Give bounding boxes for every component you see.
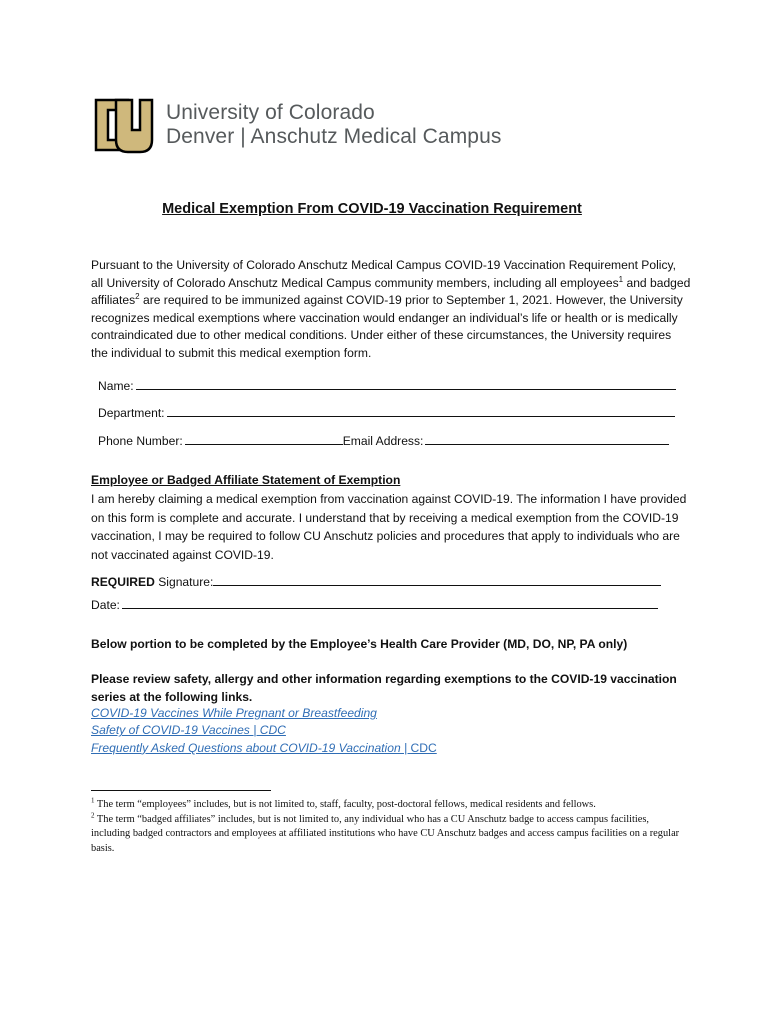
date-input-line[interactable] bbox=[122, 596, 658, 609]
statement-body: I am hereby claiming a medical exemption from vaccination against COVID-19. The information I have provided on this form is complete and accurate. I understand that by receiving a medical exemption from the COVID-19 vaccination, I may be required to follow CU Anschutz policies and procedures that apply to individuals who are not vaccinated against COVID-19. bbox=[91, 492, 687, 563]
form-title: Medical Exemption From COVID-19 Vaccination Requirement bbox=[162, 201, 582, 217]
provider-review-text: Please review safety, allergy and other information regarding exemptions to the COVID-19 vaccination series at the following links. bbox=[91, 672, 677, 704]
phone-input-line[interactable] bbox=[185, 432, 343, 445]
footnotes bbox=[91, 798, 686, 856]
name-field[interactable] bbox=[98, 377, 676, 393]
department-label: Department: bbox=[98, 406, 165, 420]
required-label: REQUIRED bbox=[91, 575, 155, 589]
link-vaccine-safety[interactable]: Safety of COVID-19 Vaccines | CDC bbox=[91, 723, 286, 738]
email-input-line[interactable] bbox=[425, 432, 669, 445]
phone-label: Phone Number: bbox=[98, 434, 183, 448]
signature-input-line[interactable] bbox=[213, 573, 661, 586]
resource-links bbox=[91, 705, 437, 757]
statement-heading: Employee or Badged Affiliate Statement of Exemption bbox=[91, 473, 401, 487]
date-field[interactable] bbox=[91, 596, 658, 612]
logo-line-1: University of Colorado bbox=[166, 101, 375, 124]
cu-logo-icon bbox=[92, 94, 154, 156]
signature-field[interactable] bbox=[91, 573, 661, 589]
department-input-line[interactable] bbox=[167, 404, 675, 417]
footnote-divider bbox=[91, 790, 271, 791]
date-label: Date: bbox=[91, 598, 120, 612]
contact-fields bbox=[98, 432, 669, 448]
signature-label: Signature: bbox=[158, 575, 214, 589]
link-pregnant-breastfeeding[interactable]: COVID-19 Vaccines While Pregnant or Breastfeeding bbox=[91, 706, 377, 720]
footnote-1: $^1$ The term “employees” includes, but is not limited to, staff, faculty, post-doctoral fellows, medical residents and fellows. bbox=[91, 796, 596, 810]
department-field[interactable] bbox=[98, 404, 675, 420]
logo-line-2: Denver | Anschutz Medical Campus bbox=[166, 125, 502, 148]
university-logo bbox=[92, 94, 501, 156]
footnote-2: $^2$ The term “badged affiliates” includes, but is not limited to, any individual who has a CU Anschutz badge to access campus facilities, including badged contractors and employees at affiliated institutions who have CU Anschutz badges and access campus facilities on a regular basis. bbox=[91, 811, 680, 854]
intro-paragraph: Pursuant to the University of Colorado Anschutz Medical Campus COVID-19 Vaccination Requirement Policy, all University of Colorado Anschutz Medical Campus community members, including all employees$^1$ and badged affiliates$^2$ are required to be immunized against COVID-19 prior to September 1, 2021. However, the University recognizes medical exemptions where vaccination would endanger an individual’s life or health or is medically contraindicated due to other medical conditions. Under either of these circumstances, the University requires the individual to submit this medical exemption form. bbox=[91, 258, 691, 360]
logo-wordmark bbox=[166, 101, 501, 149]
link-vaccination-faq[interactable]: Frequently Asked Questions about COVID-19 Vaccination | CDC bbox=[91, 740, 437, 755]
provider-heading: Below portion to be completed by the Employee’s Health Care Provider (MD, DO, NP, PA only) bbox=[91, 637, 628, 651]
name-label: Name: bbox=[98, 379, 134, 393]
email-label: Email Address: bbox=[342, 434, 424, 448]
name-input-line[interactable] bbox=[136, 377, 676, 390]
